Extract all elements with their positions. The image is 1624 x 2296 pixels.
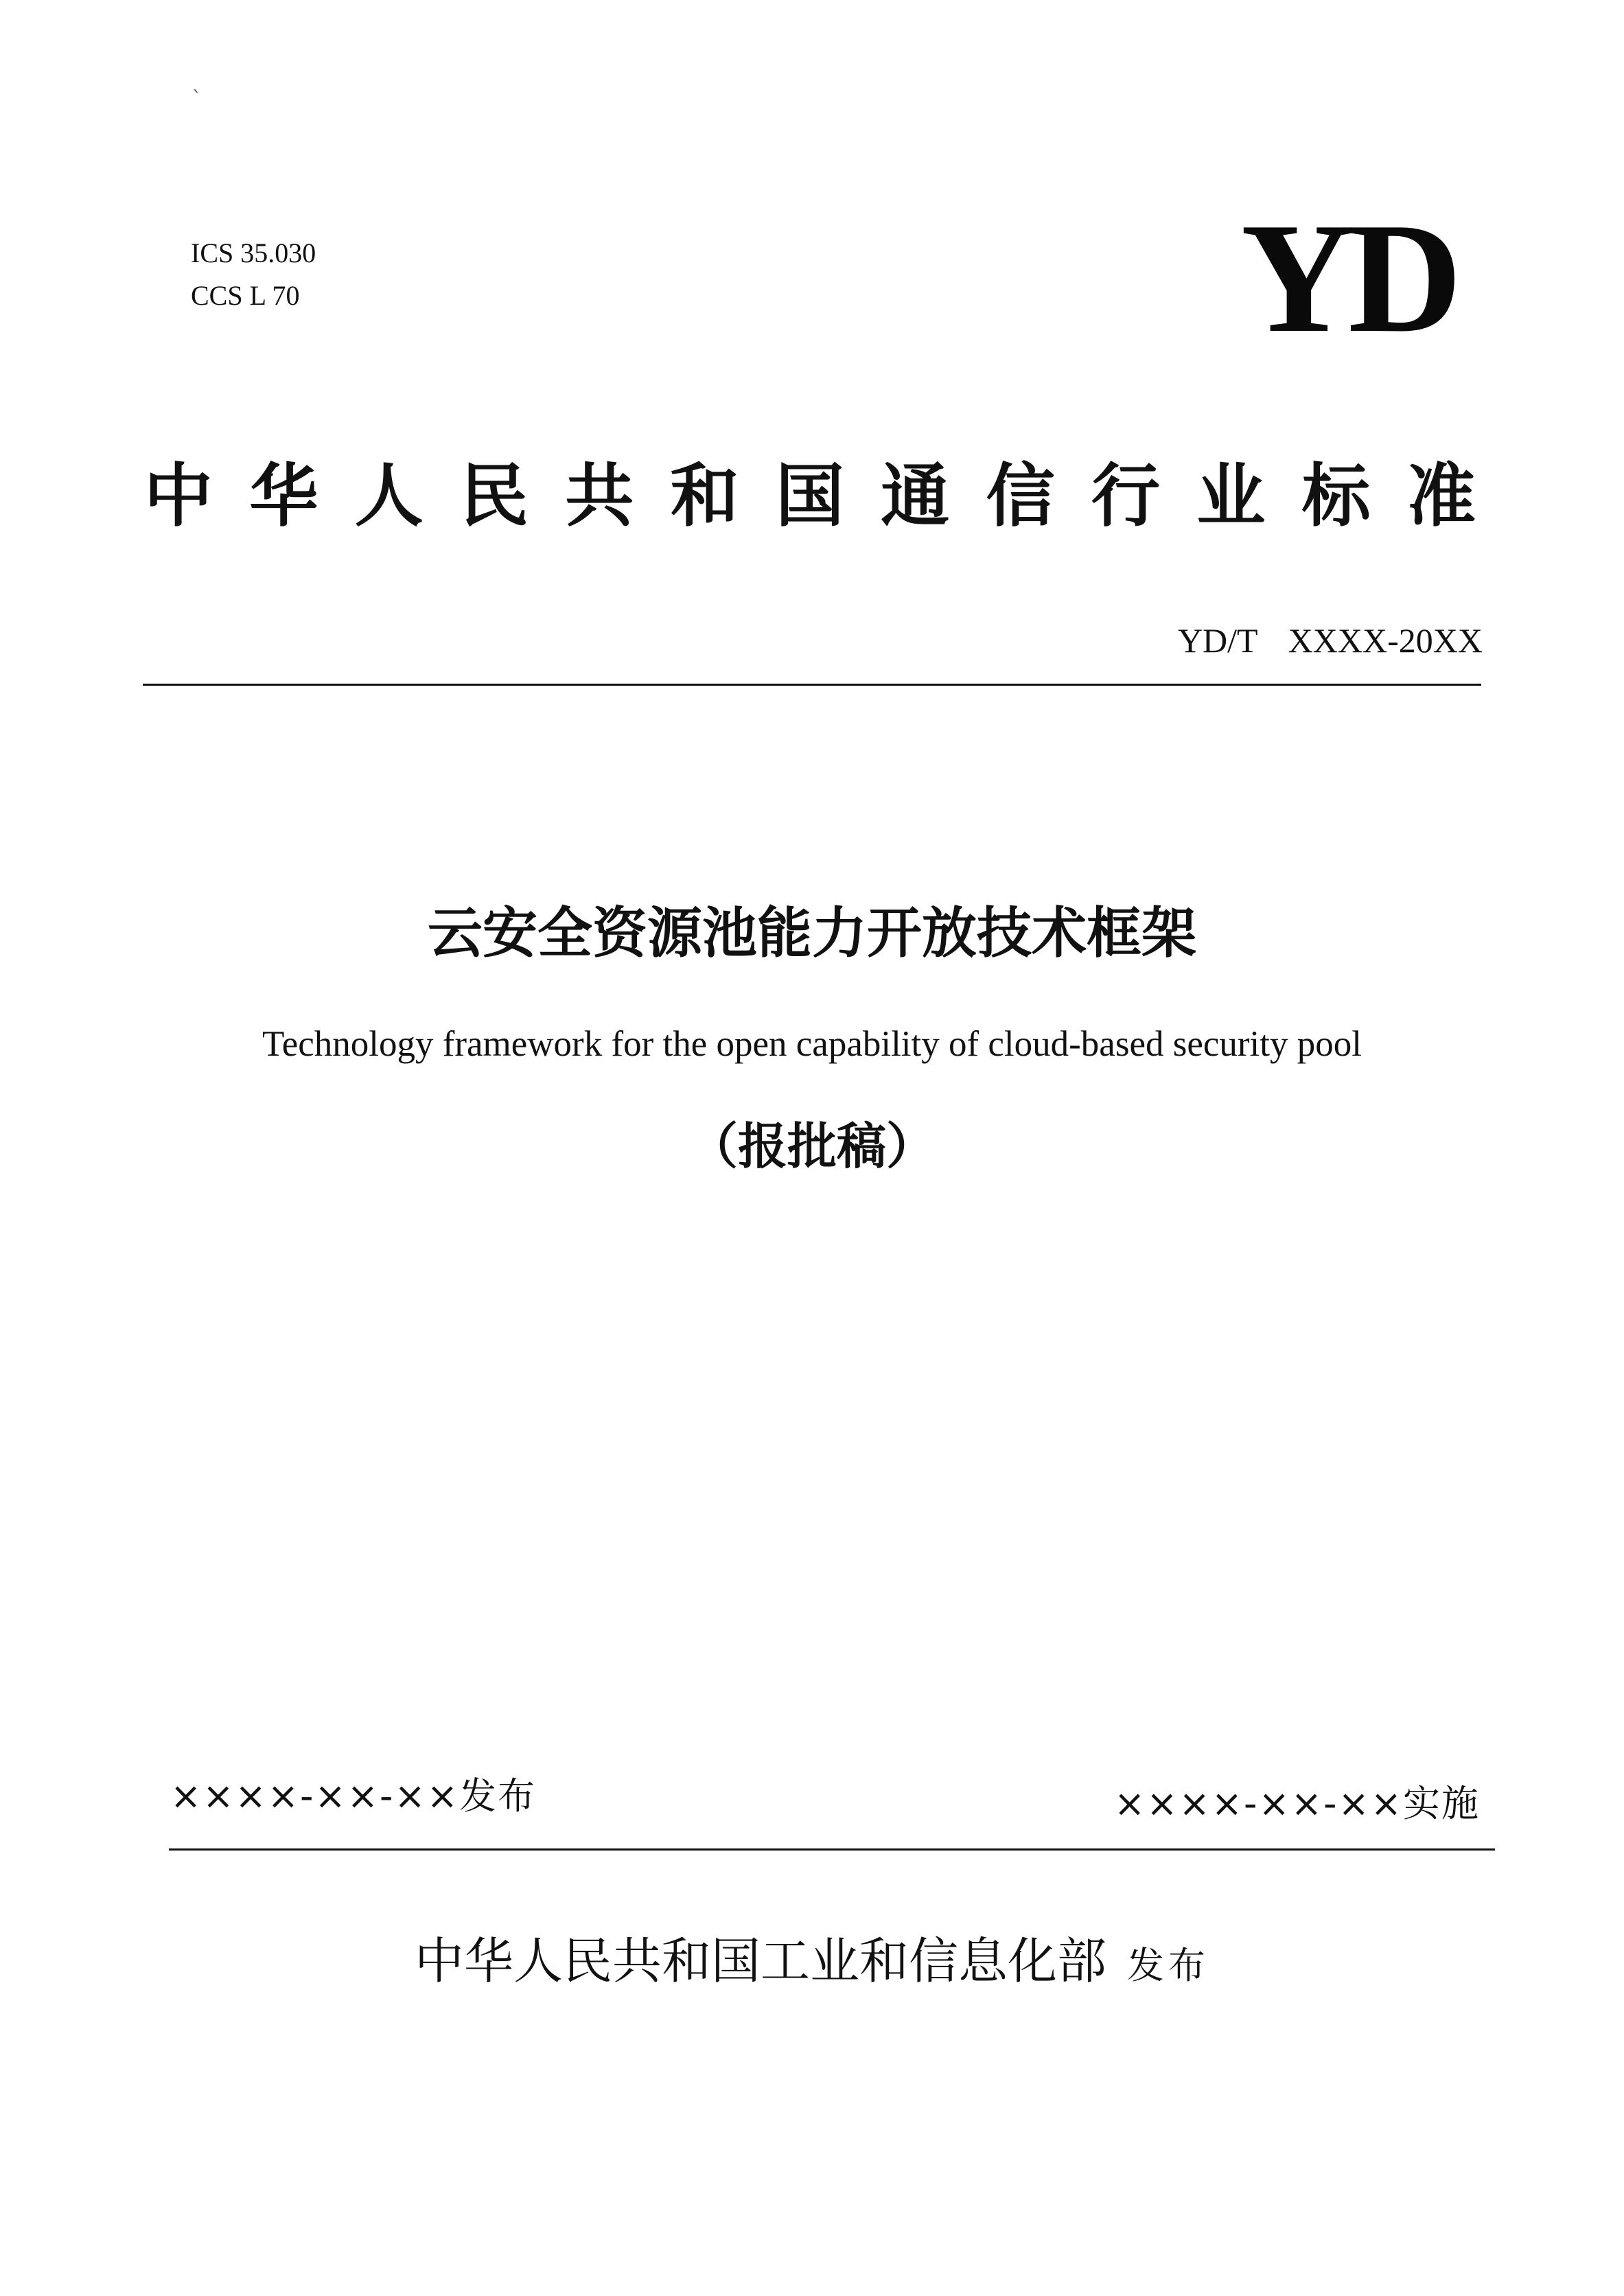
category-char: 标 xyxy=(1301,456,1371,536)
header-divider xyxy=(143,684,1481,686)
issuer-name: 中华人民共和国工业和信息化部 xyxy=(414,1932,1106,1990)
document-stage: （报批稿） xyxy=(688,1117,936,1175)
document-title-cn: 云安全资源池能力开放技术框架 xyxy=(428,901,1196,965)
standard-number: YD/T XXXX-20XX xyxy=(1177,621,1483,660)
footer-divider xyxy=(169,1848,1495,1851)
category-char: 业 xyxy=(1196,456,1266,536)
category-char: 民 xyxy=(459,456,529,536)
category-char: 行 xyxy=(1091,456,1160,536)
category-char: 华 xyxy=(249,456,318,536)
category-char: 中 xyxy=(144,456,213,536)
category-char: 人 xyxy=(354,456,424,536)
issuer xyxy=(0,1923,1624,2004)
classification-codes xyxy=(191,232,316,317)
ccs-code: CCS L 70 xyxy=(191,280,300,311)
yd-logo: YD xyxy=(1240,190,1455,365)
publish-date: ××××-××-××发布 xyxy=(170,1774,536,1818)
issuer-suffix: 发布 xyxy=(1127,1944,1209,1987)
implement-date: ××××-××-××实施 xyxy=(1114,1782,1480,1825)
category-char: 准 xyxy=(1406,456,1476,536)
scan-mark: ` xyxy=(192,88,201,108)
ics-code: ICS 35.030 xyxy=(191,237,316,268)
category-char: 和 xyxy=(670,456,739,536)
category-char: 共 xyxy=(565,456,634,536)
document-title-en: Technology framework for the open capability of cloud-based security pool xyxy=(262,1024,1362,1064)
category-char: 通 xyxy=(881,456,950,536)
standard-category-title xyxy=(144,445,1476,548)
category-char: 信 xyxy=(986,456,1055,536)
category-char: 国 xyxy=(775,456,844,536)
